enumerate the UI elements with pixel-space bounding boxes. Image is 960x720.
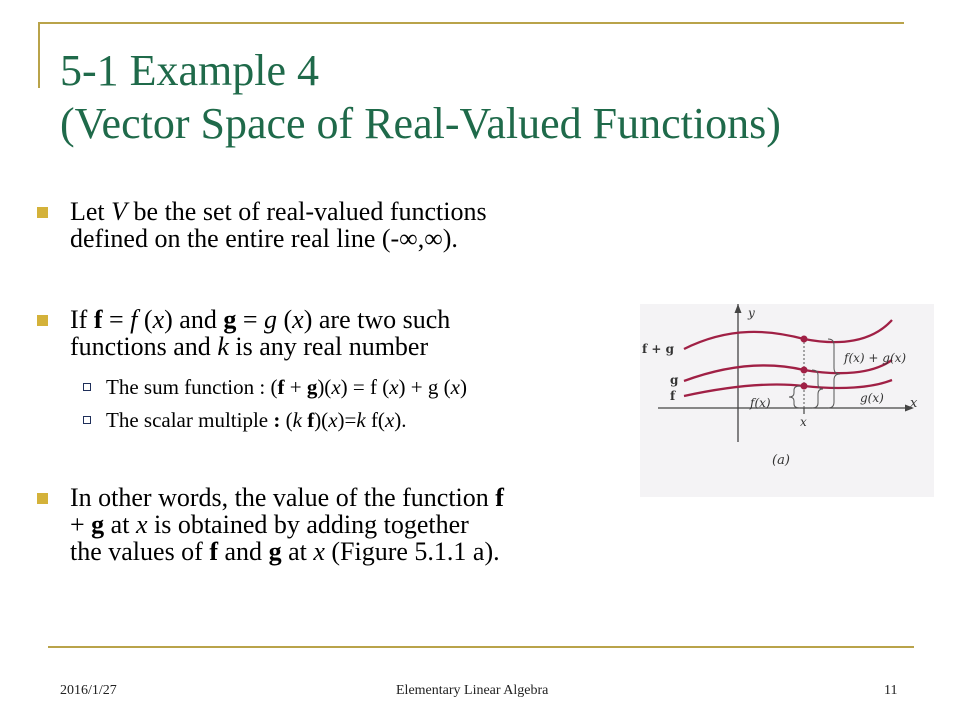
point-g [801, 367, 808, 374]
bullet-definition [70, 198, 487, 252]
slide-title [60, 44, 920, 150]
x-axis-label: x [910, 396, 918, 411]
point-f-plus-g [801, 336, 808, 343]
x-tick-label: x [800, 415, 807, 429]
point-f [801, 383, 808, 390]
bullet-explanation [70, 484, 504, 565]
figure-caption: (a) [772, 453, 790, 468]
brace-sum-label: f(x) + g(x) [844, 351, 907, 365]
footer-page-number: 11 [884, 683, 898, 698]
bullet-explanation-line-2: + g at x is obtained by adding together [70, 510, 469, 539]
brace-g [812, 370, 823, 408]
title-line-2: (Vector Space of Real-Valued Functions) [60, 99, 781, 148]
title-line-1: 5-1 Example 4 [60, 46, 320, 95]
y-axis-arrow [735, 304, 742, 313]
frame-left-rule [38, 22, 40, 88]
sub-bullet-scalar: The scalar multiple : (k f)(x)=k f(x). [106, 408, 407, 432]
bullet-operations-line-1: If f = f (x) and g = g (x) are two such [70, 305, 451, 334]
label-f-plus-g: f + g [642, 342, 674, 356]
bullet-operations [70, 306, 450, 360]
bullet-explanation-line-1: In other words, the value of the function f [70, 483, 504, 512]
y-axis-label: y [748, 306, 755, 320]
label-f: f [670, 389, 676, 403]
label-g: g [670, 373, 679, 387]
curve-f-plus-g [684, 320, 892, 349]
bullet-marker [37, 315, 48, 326]
footer-course: Elementary Linear Algebra [396, 683, 549, 698]
bullet-marker [37, 207, 48, 218]
sub-bullet-marker [83, 416, 91, 424]
bullet-explanation-line-3: the values of f and g at x (Figure 5.1.1 a). [70, 537, 500, 566]
figure-graph [640, 304, 934, 497]
sub-bullet-sum: The sum function : (f + g)(x) = f (x) + g (x) [106, 375, 467, 399]
brace-f-label: f(x) [750, 396, 771, 410]
bullet-marker [37, 493, 48, 504]
sub-bullet-marker [83, 383, 91, 391]
brace-g-label: g(x) [860, 391, 884, 405]
bullet-definition-line-1: Let V be the set of real-valued functions [70, 197, 487, 226]
frame-top-rule [38, 22, 904, 24]
footer-date: 2016/1/27 [60, 683, 117, 698]
brace-f [789, 386, 800, 408]
frame-bottom-rule [48, 646, 914, 648]
bullet-definition-line-2: defined on the entire real line (-∞,∞). [70, 224, 458, 253]
bullet-operations-line-2: functions and k is any real number [70, 332, 429, 361]
figure-function-sum [640, 304, 934, 497]
